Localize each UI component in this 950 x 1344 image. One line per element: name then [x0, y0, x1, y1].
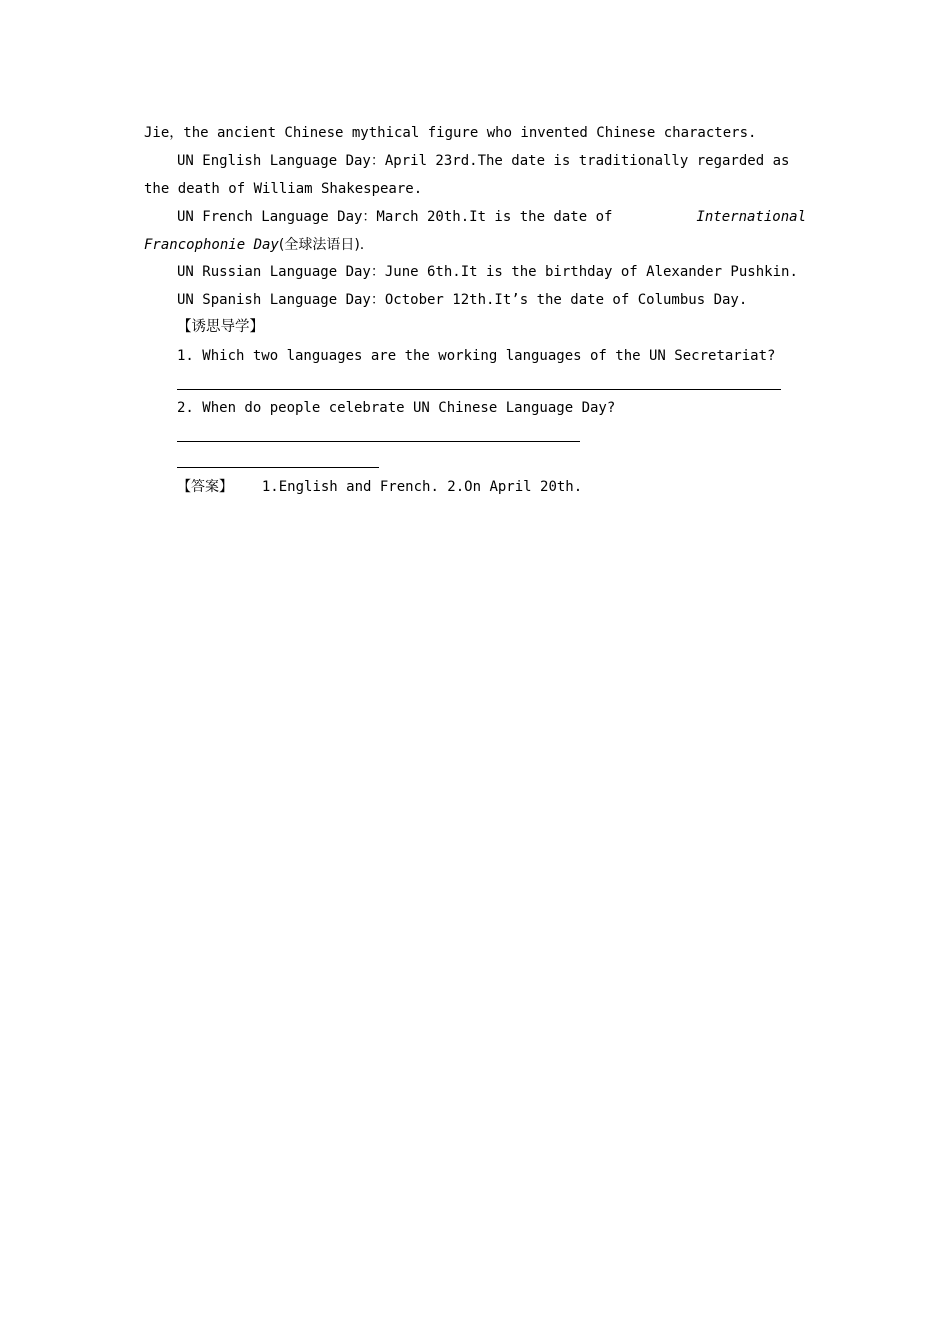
answer-label: 【答案】: [177, 479, 233, 495]
answer-blank-3[interactable]: [177, 467, 379, 468]
answer-line: [177, 477, 806, 497]
french-day-text: UN French Language Day：March 20th.It is the date of: [177, 209, 613, 225]
paragraph-line-french-day: [177, 207, 806, 227]
paragraph-line-french-day-cont: [144, 235, 806, 255]
question-2: 2. When do people celebrate UN Chinese Language Day?: [177, 400, 616, 416]
paragraph-line-english-day: [177, 151, 806, 171]
francophonie-day-cn: (全球法语日).: [278, 237, 365, 253]
answer-blank-2[interactable]: [177, 441, 580, 442]
paragraph-line-cangjie: Jie，the ancient Chinese mythical figure who invented Chinese characters.: [144, 125, 757, 141]
english-day-text: UN English Language Day：April 23rd.The date is traditionally regarded as: [177, 153, 790, 169]
paragraph-line-english-day-cont: the death of William Shakespeare.: [144, 181, 423, 197]
answer-text: 1.English and French. 2.On April 20th.: [261, 479, 583, 495]
section-title: 【诱思导学】: [177, 319, 264, 335]
paragraph-line-spanish-day: UN Spanish Language Day：October 12th.It’s the date of Columbus Day.: [177, 292, 748, 308]
francophonie-day-term: Francophonie Day: [144, 237, 279, 253]
french-day-italic-term: International: [696, 209, 806, 225]
paragraph-line-russian-day: UN Russian Language Day：June 6th.It is the birthday of Alexander Pushkin.: [177, 264, 798, 280]
question-1: 1. Which two languages are the working languages of the UN Secretariat?: [177, 348, 776, 364]
answer-blank-1[interactable]: [177, 389, 781, 390]
